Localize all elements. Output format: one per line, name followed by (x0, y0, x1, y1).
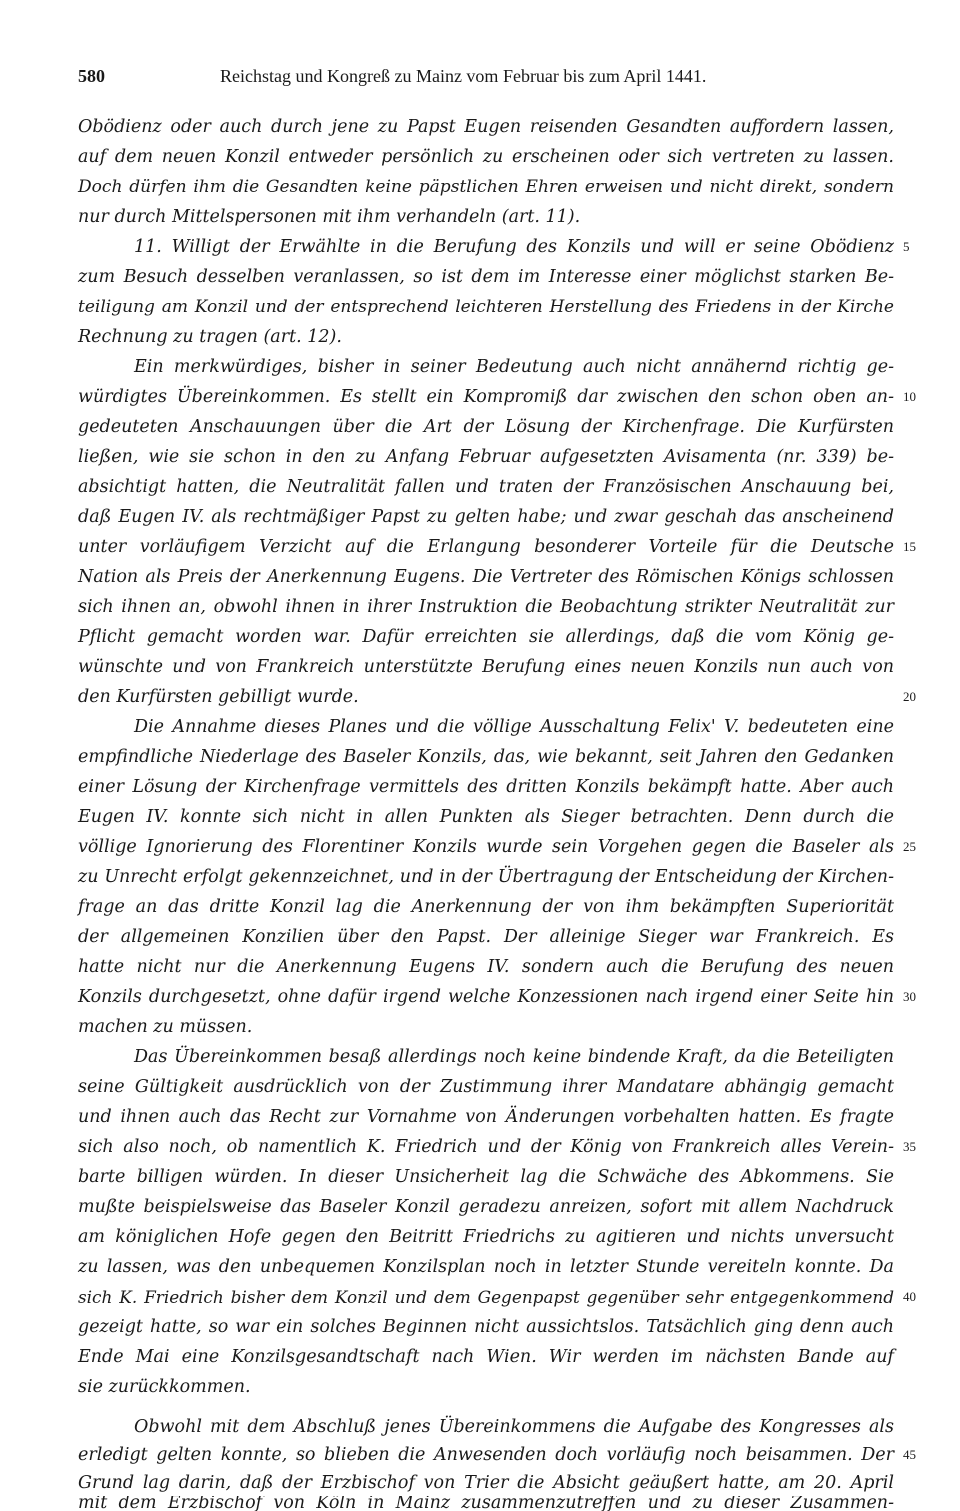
running-title: Reichstag und Kongreß zu Mainz vom Februar bis zum April 1441. (220, 66, 707, 86)
text-line: teiligung am Konzil und der entsprechend leichteren Herstellung des Friedens in der Kirche (78, 297, 894, 317)
text-line: daß Eugen IV. als rechtmäßiger Papst zu gelten habe; und zwar geschah das anscheinend (78, 507, 894, 527)
text-line: Eugen IV. konnte sich nicht in allen Punkten als Sieger betrachten. Denn durch die (78, 807, 894, 827)
text-line: erledigt gelten konnte, so blieben die Anwesenden doch vorläufig noch beisammen. Der (78, 1445, 894, 1465)
text-line: sich ihnen an, obwohl ihnen in ihrer Instruktion die Beobachtung strikter Neutralität zur (78, 597, 894, 617)
text-line: der allgemeinen Konzilien über den Papst. Der alleinige Sieger war Frankreich. Es (78, 927, 894, 947)
text-line: hatte nicht nur die Anerkennung Eugens IV. sondern auch die Berufung des neuen (78, 957, 894, 977)
line-number: 10 (903, 389, 916, 404)
line-number: 5 (903, 239, 910, 254)
text-line: 11. Willigt der Erwählte in die Berufung des Konzils und will er seine Obödienz (134, 237, 894, 257)
line-number: 30 (903, 989, 916, 1004)
text-line: absichtigt hatten, die Neutralität fallen und traten der Französischen Anschauung bei, (78, 477, 894, 497)
line-number: 15 (903, 539, 916, 554)
text-line: gezeigt hatte, so war ein solches Beginnen nicht aussichtslos. Tatsächlich ging denn auch (78, 1317, 894, 1337)
running-header (78, 66, 898, 94)
text-line: unter vorläufigem Verzicht auf die Erlangung besonderer Vorteile für die Deutsche (78, 537, 894, 557)
text-line: Pflicht gemacht worden war. Dafür erreichten sie allerdings, daß die vom König ge- (78, 627, 894, 647)
text-line: Grund lag darin, daß der Erzbischof von Trier die Absicht geäußert hatte, am 20. April (78, 1473, 894, 1493)
text-line: Doch dürfen ihm die Gesandten keine päpstlichen Ehren erweisen und nicht direkt, sondern (78, 177, 894, 197)
text-line: empfindliche Niederlage des Baseler Konzils, das, wie bekannt, seit Jahren den Gedanken (78, 747, 894, 767)
text-line: Konzils durchgesetzt, ohne dafür irgend welche Konzessionen nach irgend einer Seite hin (78, 987, 894, 1007)
text-line: seine Gültigkeit ausdrücklich von der Zustimmung ihrer Mandatare abhängig gemacht (78, 1077, 894, 1097)
text-line: Rechnung zu tragen (art. 12). (78, 327, 342, 347)
text-line: machen zu müssen. (78, 1017, 253, 1037)
text-line: mit dem Erzbischof von Köln in Mainz zusammenzutreffen und zu dieser Zusammen- (78, 1496, 894, 1511)
text-line: barte billigen würden. In dieser Unsicherheit lag die Schwäche des Abkommens. Sie (78, 1167, 894, 1187)
text-line: Ein merkwürdiges, bisher in seiner Bedeutung auch nicht annähernd richtig ge- (134, 357, 894, 377)
text-line: auf dem neuen Konzil entweder persönlich zu erscheinen oder sich vertreten zu lassen. (78, 147, 894, 167)
text-line: Nation als Preis der Anerkennung Eugens. Die Vertreter des Römischen Königs schlossen (78, 567, 894, 587)
text-line: sie zurückkommen. (78, 1377, 251, 1397)
text-line: mußte beispielsweise das Baseler Konzil geradezu anreizen, sofort mit allem Nachdruck (78, 1197, 894, 1217)
text-line: Obwohl mit dem Abschluß jenes Übereinkommens die Aufgabe des Kongresses als (134, 1417, 894, 1437)
text-line: zu Unrecht erfolgt gekennzeichnet, und in der Übertragung der Entscheidung der Kirchen- (78, 867, 894, 887)
text-line: zu lassen, was den unbequemen Konzilsplan noch in letzter Stunde vereiteln konnte. Da (78, 1257, 894, 1277)
text-line: zum Besuch desselben veranlassen, so ist dem im Interesse einer möglichst starken Be- (78, 267, 894, 287)
line-number: 45 (903, 1447, 916, 1462)
text-line: wünschte und von Frankreich unterstützte Berufung eines neuen Konzils nun auch von (78, 657, 894, 677)
line-number: 20 (903, 689, 916, 704)
text-line: völlige Ignorierung des Florentiner Konzils wurde sein Vorgehen gegen die Baseler als (78, 837, 894, 857)
text-line: den Kurfürsten gebilligt wurde. (78, 687, 359, 707)
text-line: gedeuteten Anschauungen über die Art der Lösung der Kirchenfrage. Die Kurfürsten (78, 417, 894, 437)
page-number: 580 (78, 66, 105, 86)
text-line: einer Lösung der Kirchenfrage vermittels des dritten Konzils bekämpft hatte. Aber auch (78, 777, 894, 797)
line-number: 25 (903, 839, 916, 854)
text-line: frage an das dritte Konzil lag die Anerkennung der von ihm bekämpften Superiorität (78, 897, 894, 917)
text-line: Ende Mai eine Konzilsgesandtschaft nach Wien. Wir werden im nächsten Bande auf (78, 1347, 894, 1367)
text-line: nur durch Mittelspersonen mit ihm verhandeln (art. 11). (78, 207, 581, 227)
text-line: sich also noch, ob namentlich K. Friedrich und der König von Frankreich alles Verein- (78, 1137, 894, 1157)
text-line: Obödienz oder auch durch jene zu Papst Eugen reisenden Gesandten auffordern lassen, (78, 117, 894, 137)
line-number: 40 (903, 1289, 916, 1304)
text-line: würdigtes Übereinkommen. Es stellt ein Kompromiß dar zwischen den schon oben an- (78, 387, 894, 407)
text-line: und ihnen auch das Recht zur Vornahme von Änderungen vorbehalten hatten. Es fragte (78, 1107, 894, 1127)
text-line: ließen, wie sie schon in den zu Anfang Februar aufgesetzten Avisamenta (nr. 339) be- (78, 447, 894, 467)
line-number: 35 (903, 1139, 916, 1154)
text-line: am königlichen Hofe gegen den Beitritt Friedrichs zu agitieren und nichts unversucht (78, 1227, 894, 1247)
text-line: Das Übereinkommen besaß allerdings noch keine bindende Kraft, da die Beteiligten (134, 1047, 894, 1067)
text-line: sich K. Friedrich bisher dem Konzil und dem Gegenpapst gegenüber sehr entgegenkommend (78, 1287, 894, 1307)
text-line: Die Annahme dieses Planes und die völlige Ausschaltung Felix' V. bedeuteten eine (134, 717, 894, 737)
